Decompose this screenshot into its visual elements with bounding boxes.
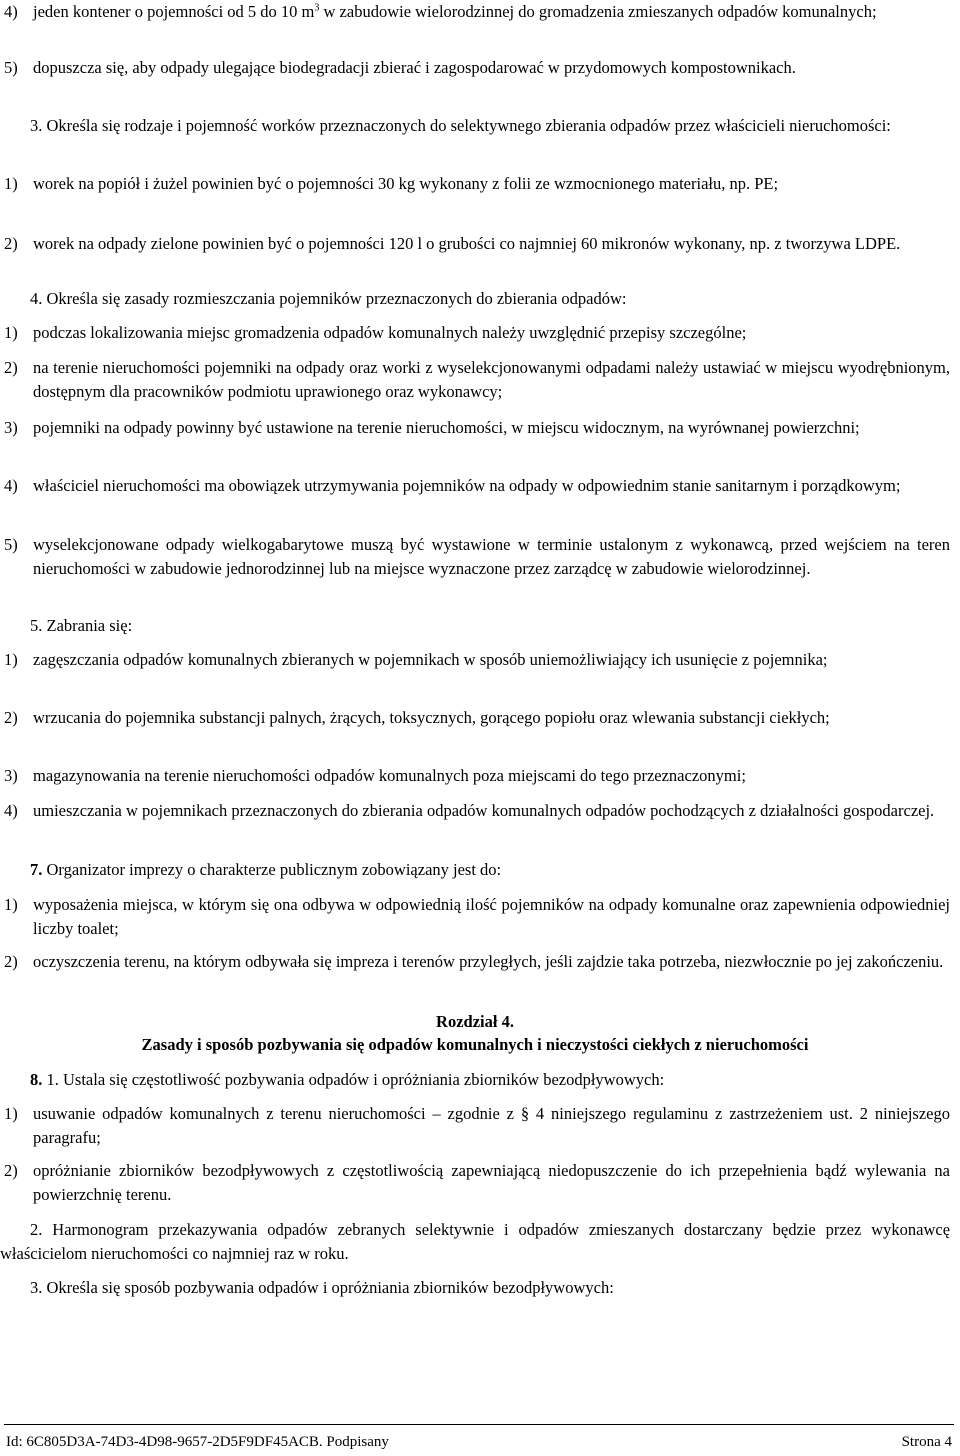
chapter-title: Rozdział 4. [436,1012,514,1031]
item-text: umieszczania w pojemnikach przeznaczonych do zbierania odpadów komunalnych odpadów pochodzących z działalności gospodarczej. [33,801,935,820]
paragraph [0,1218,950,1266]
superscript: 3 [314,2,320,14]
item-text: wrzucania do pojemnika substancji palnych, żrących, toksycznych, gorącego popiołu oraz wlewania substancji ciekłych; [33,708,830,727]
item-text: właściciel nieruchomości ma obowiązek utrzymywania pojemników na odpady w odpowiednim stanie sanitarnym i porządkowym; [33,476,901,495]
paragraph-number: 3. [30,1278,43,1297]
item-number: 2) [4,358,18,377]
paragraph-text: Określa się rodzaje i pojemność worków przeznaczonych do selektywnego zbierania odpadów przez właścicieli nieruchomości: [46,116,891,135]
paragraph [0,287,950,311]
paragraph [0,614,950,638]
item-number: 1) [4,1104,18,1123]
paragraph-number: 4. [30,289,43,308]
item-number: 3) [4,418,18,437]
item-number: 4) [4,2,18,21]
item-number: 2) [4,708,18,727]
item-number: 4) [4,801,18,820]
item-number: 4) [4,476,18,495]
paragraph [0,114,950,138]
item-text: podczas lokalizowania miejsc gromadzenia odpadów komunalnych należy uwzględnić przepisy szczególne; [33,323,747,342]
item-text: dopuszcza się, aby odpady ulegające biodegradacji zbierać i zagospodarować w przydomowych kompostownikach. [33,58,796,77]
chapter-subtitle: Zasady i sposób pozbywania się odpadów komunalnych i nieczystości ciekłych z nieruchomości [141,1035,809,1054]
item-text: wyselekcjonowane odpady wielkogabarytowe muszą być wystawione w terminie ustalonym z wykonawcą, przed wejściem na teren nieruchomości w zabudowie jednorodzinnej lub na miejsce wyznaczone przez zarządcę w zabudowie wielorodzinnej. [33,535,950,578]
item-number: 1) [4,174,18,193]
item-text: usuwanie odpadów komunalnych z terenu nieruchomości – zgodnie z § 4 niniejszego regulaminu z zastrzeżeniem ust. 2 niniejszego paragrafu; [33,1104,950,1147]
section-number: 7. [30,860,43,879]
item-number: 2) [4,952,18,971]
section [0,1068,950,1092]
item-number: 5) [4,535,18,554]
section [0,858,950,882]
footer-divider [4,1424,954,1425]
section-number: 8. [30,1070,43,1089]
paragraph-text: Określa się zasady rozmieszczania pojemników przeznaczonych do zbierania odpadów: [46,289,627,308]
item-text: worek na odpady zielone powinien być o pojemności 120 l o grubości co najmniej 60 mikronów wykonany, np. z tworzywa LDPE. [33,234,901,253]
document-id: Id: 6C805D3A-74D3-4D98-9657-2D5F9DF45ACB. Podpisany [6,1434,389,1450]
item-text: magazynowania na terenie nieruchomości odpadów komunalnych poza miejscami do tego przeznaczonymi; [33,766,746,785]
item-number: 2) [4,1161,18,1180]
paragraph-text: Harmonogram przekazywania odpadów zebranych selektywnie i odpadów zmieszanych dostarczany będzie przez wykonawcę właścicielom nieruchomości co najmniej raz w roku. [0,1220,951,1263]
item-text: na terenie nieruchomości pojemniki na odpady oraz worki z wyselekcjonowanymi odpadami należy ustawiać w miejscu wyodrębnionym, dostępnym dla pracowników podmiotu uprawionego oraz wykonawcy; [33,358,950,401]
section-text: Organizator imprezy o charakterze publicznym zobowiązany jest do: [46,860,502,879]
paragraph [0,1276,950,1300]
item-text: opróżnianie zbiorników bezodpływowych z częstotliwością zapewniającą niedopuszczenie do ich przepełnienia bądź wylewania na powierzchnię terenu. [33,1161,950,1204]
item-text: zagęszczania odpadów komunalnych zbieranych w pojemnikach w sposób uniemożliwiający ich usunięcie z pojemnika; [33,650,828,669]
paragraph-number: 2. [30,1220,43,1239]
paragraph-text: Ustala się częstotliwość pozbywania odpadów i opróżniania zbiorników bezodpływowych: [63,1070,665,1089]
item-number: 3) [4,766,18,785]
item-number: 1) [4,650,18,669]
item-text: oczyszczenia terenu, na którym odbywała się impreza i terenów przyległych, jeśli zajdzie taka potrzeba, niezwłocznie po jej zakończeniu. [33,952,944,971]
item-text: pojemniki na odpady powinny być ustawione na terenie nieruchomości, w miejscu widocznym, na wyrównanej powierzchni; [33,418,860,437]
page-number: Strona 4 [901,1434,952,1450]
paragraph-number: 1. [46,1070,59,1089]
item-text: jeden kontener o pojemności od 5 do 10 $m^3$ w zabudowie wielorodzinnej do gromadzenia zmieszanych odpadów komunalnych; [33,2,877,21]
paragraph-number: 5. [30,616,43,635]
item-number: 1) [4,895,18,914]
item-number: 1) [4,323,18,342]
paragraph-text: Określa się sposób pozbywania odpadów i opróżniania zbiorników bezodpływowych: [46,1278,614,1297]
item-text: wyposażenia miejsca, w którym się ona odbywa w odpowiednią ilość pojemników na odpady komunalne oraz zapewnienia odpowiedniej liczby toalet; [33,895,950,938]
paragraph-number: 3. [30,116,43,135]
item-text: worek na popiół i żużel powinien być o pojemności 30 kg wykonany z folii ze wzmocnionego materiału, np. PE; [33,174,779,193]
item-number: 2) [4,234,18,253]
item-number: 5) [4,58,18,77]
paragraph-text: Zabrania się: [46,616,133,635]
